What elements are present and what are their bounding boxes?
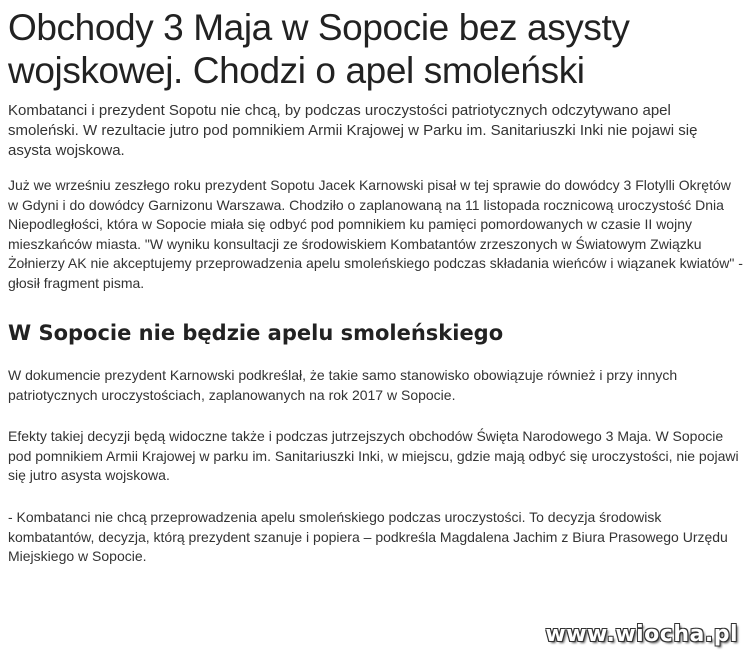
article-subheading: W Sopocie nie będzie apelu smoleńskiego <box>8 321 504 345</box>
article-paragraph-1: Już we wrześniu zeszłego roku prezydent Sopotu Jacek Karnowski pisał w tej sprawie do dowódcy 3 Flotylli Okrętów w Gdyni i do dowódcy Garnizonu Warszawa. Chodziło o zaplanowaną na 11 listopada rocznicową uroczystość Dnia Niepodległości, która w Sopocie miała się odbyć pod pomnikiem ku pamięci pomordowanych w czasie II wojny mieszkańców miasta. "W wyniku konsultacji ze środowiskiem Kombatantów zrzeszonych w Światowym Związku Żołnierzy AK nie akceptujemy przeprowadzenia apelu smoleńskiego podczas składania wieńców i wiązanek kwiatów" - głosił fragment pisma. <box>8 177 743 291</box>
article-paragraph-4: - Kombatanci nie chcą przeprowadzenia apelu smoleńskiego podczas uroczystości. To decyzja środowisk kombatantów, decyzja, którą prezydent szanuje i popiera – podkreśla Magdalena Jachim z Biura Prasowego Urzędu Miejskiego w Sopocie. <box>8 509 728 564</box>
article-paragraph-2: W dokumencie prezydent Karnowski podkreślał, że takie samo stanowisko obowiązuje również i przy innych patriotycznych uroczystościach, zaplanowanych na rok 2017 w Sopocie. <box>8 367 678 403</box>
article-lead: Kombatanci i prezydent Sopotu nie chcą, by podczas uroczystości patriotycznych odczytywano apel smoleński. W rezultacie jutro pod pomnikiem Armii Krajowej w Parku im. Sanitariuszki Inki nie pojawi się asysta wojskowa. <box>8 102 698 159</box>
article-title: Obchody 3 Maja w Sopocie bez asysty wojskowej. Chodzi o apel smoleński <box>8 7 630 91</box>
article-paragraph-3: Efekty takiej decyzji będą widoczne także i podczas jutrzejszych obchodów Święta Narodowego 3 Maja. W Sopocie pod pomnikiem Armii Krajowej w parku im. Sanitariuszki Inki, w miejscu, gdzie mają odbyć się uroczystości, nie pojawi się jutro asysta wojskowa. <box>8 428 739 483</box>
site-watermark: www.wiocha.pl <box>545 622 738 647</box>
